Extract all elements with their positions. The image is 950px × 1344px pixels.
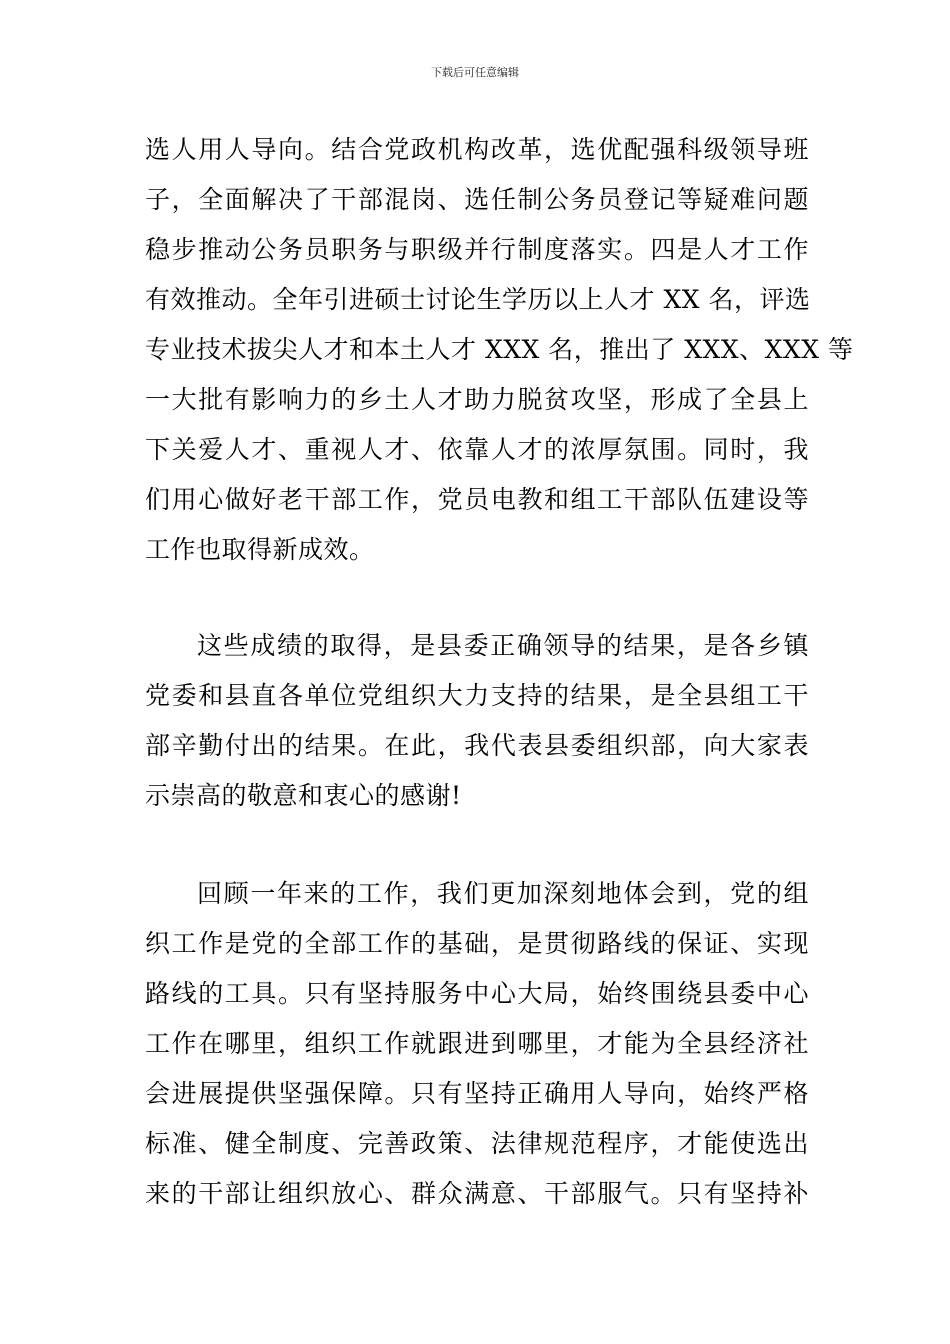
text-line: 专业技术拔尖人才和本土人才 XXX 名，推出了 XXX、XXX 等 — [145, 335, 854, 364]
text-line: 示崇高的敬意和衷心的感谢! — [145, 781, 462, 810]
text-line: 这些成绩的取得，是县委正确领导的结果，是各乡镇 — [197, 631, 809, 660]
text-line: 部辛勤付出的结果。在此，我代表县委组织部，向大家表 — [145, 731, 809, 760]
text-line: 一大批有影响力的乡土人才助力脱贫攻坚，形成了全县上 — [145, 385, 809, 414]
text-line: 回顾一年来的工作，我们更加深刻地体会到，党的组 — [197, 879, 809, 908]
text-line: 有效推动。全年引进硕士讨论生学历以上人才 XX 名，评选 — [145, 285, 811, 314]
text-line: 路线的工具。只有坚持服务中心大局，始终围绕县委中心 — [145, 979, 809, 1008]
text-line: 稳步推动公务员职务与职级并行制度落实。四是人才工作 — [145, 235, 809, 264]
header-note: 下载后可任意编辑 — [431, 66, 519, 79]
paragraph-2 — [145, 621, 809, 821]
text-line: 选人用人导向。结合党政机构改革，选优配强科级领导班 — [145, 135, 809, 164]
text-line: 织工作是党的全部工作的基础，是贯彻路线的保证、实现 — [145, 929, 809, 958]
text-line: 标准、健全制度、完善政策、法律规范程序，才能使选出 — [145, 1129, 809, 1158]
text-line: 来的干部让组织放心、群众满意、干部服气。只有坚持补 — [145, 1179, 809, 1208]
text-line: 会进展提供坚强保障。只有坚持正确用人导向，始终严格 — [145, 1079, 809, 1108]
paragraph-1 — [145, 125, 854, 575]
text-line: 工作在哪里，组织工作就跟进到哪里，才能为全县经济社 — [145, 1029, 809, 1058]
text-line: 们用心做好老干部工作，党员电教和组工干部队伍建设等 — [145, 485, 809, 514]
text-line: 工作也取得新成效。 — [145, 535, 375, 564]
text-line: 子，全面解决了干部混岗、选任制公务员登记等疑难问题 — [145, 185, 809, 214]
text-line: 下关爱人才、重视人才、依靠人才的浓厚氛围。同时，我 — [145, 435, 809, 464]
text-line: 党委和县直各单位党组织大力支持的结果，是全县组工干 — [145, 681, 809, 710]
paragraph-3 — [145, 869, 809, 1219]
